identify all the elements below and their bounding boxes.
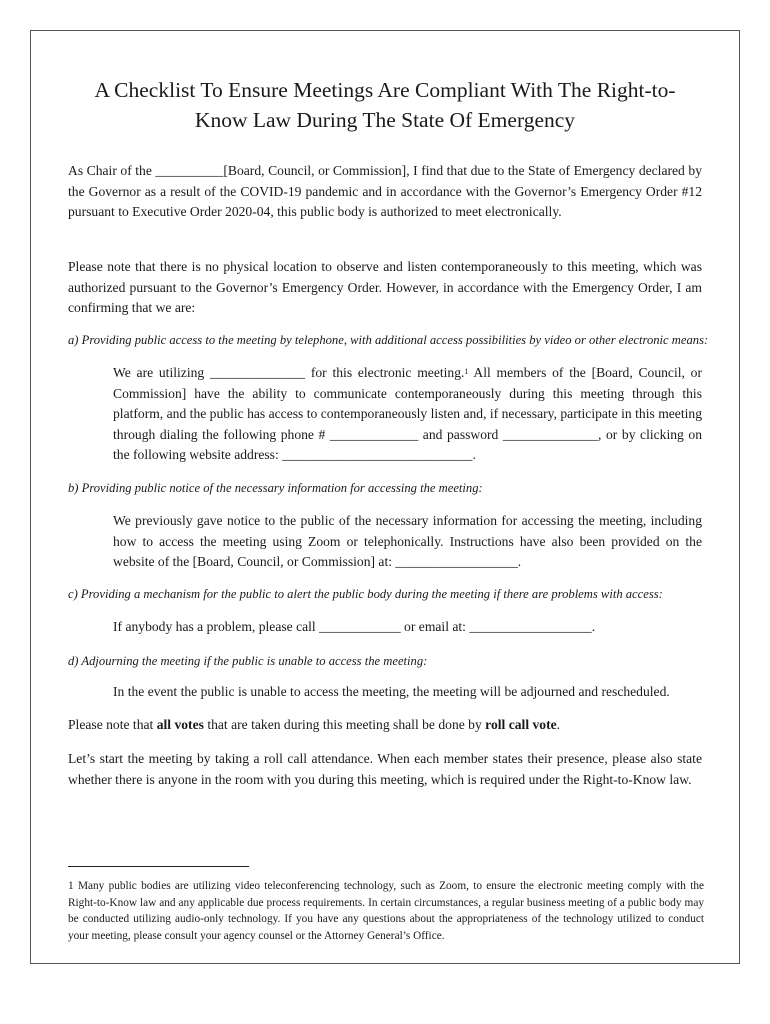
footnote-text: Many public bodies are utilizing video teleconferencing technology, such as Zoom, to ensure the electronic meeting comply with the Right-to-Know law and any applicable due process requirements. In certain circumstances, a regular business meeting of a public body may be conducted utilizing audio-only technology. If you have any questions about the appropriateness of the technology utilized to conduct your meeting, please consult your agency counsel or the Attorney General’s Office. — [68, 880, 704, 942]
note-paragraph: Please note that there is no physical location to observe and listen contemporaneously to this meeting, which was authorized pursuant to the Governor’s Emergency Order. However, in accordance with the Emergency Order, I am confirming that we are: — [68, 259, 702, 315]
votes-text-pre: Please note that — [68, 717, 157, 732]
footnote-ref-marker: 1 — [464, 367, 469, 376]
votes-text-post: . — [556, 717, 561, 732]
section-b-text: We previously gave notice to the public of the necessary information for accessing the meeting, including how to access the meeting using Zoom or telephonically. Instructions have also been provided on the website of the [Board, Council, or Commission] at: __________________. — [113, 513, 702, 569]
document-title: A Checklist To Ensure Meetings Are Compliant With The Right-to-Know Law During The State Of Emergency — [94, 78, 676, 132]
votes-paragraph — [68, 715, 702, 736]
votes-bold-roll-call-vote: roll call vote — [485, 717, 557, 732]
section-a-text-part1: We are utilizing ______________ for this electronic meeting. — [113, 365, 465, 380]
footnote-divider — [68, 866, 249, 867]
section-c-text: If anybody has a problem, please call ____________ or email at: __________________. — [113, 619, 596, 634]
intro-paragraph: As Chair of the __________[Board, Council, or Commission], I find that due to the State of Emergency declared by the Governor as a result of the COVID-19 pandemic and in accordance with the Governor’s Emergency Order #12 pursuant to Executive Order 2020-04, this public body is authorized to meet electronically. — [68, 163, 702, 219]
section-c-heading: c) Providing a mechanism for the public to alert the public body during the meeting if there are problems with access: — [68, 587, 663, 601]
section-d-text: In the event the public is unable to access the meeting, the meeting will be adjourned and rescheduled. — [113, 684, 670, 699]
votes-text-mid: that are taken during this meeting shall be done by — [203, 717, 486, 732]
section-d-heading: d) Adjourning the meeting if the public is unable to access the meeting: — [68, 654, 428, 668]
section-b-heading: b) Providing public notice of the necessary information for accessing the meeting: — [68, 481, 483, 495]
roll-call-paragraph: Let’s start the meeting by taking a roll call attendance. When each member states their presence, please also state whether there is anyone in the room with you during this meeting, which is required under the Right-to-Know law. — [68, 751, 702, 787]
section-a-text-part2: All members of the [Board, Council, or Commission] have the ability to communicate contemporaneously during this meeting through this platform, and the public has access to contemporaneously listen and, if necessary, participate in this meeting through dialing the following phone # _____________ and password ______________, or by clicking on the following website address: ____________________________. — [113, 365, 702, 462]
document-page — [30, 30, 740, 964]
section-a-text — [113, 363, 702, 466]
votes-bold-all-votes: all votes — [156, 717, 204, 732]
section-a-heading: a) Providing public access to the meeting by telephone, with additional access possibilities by video or other electronic means: — [68, 333, 709, 347]
footnote — [68, 878, 704, 944]
footnote-marker: 1 — [68, 880, 74, 892]
